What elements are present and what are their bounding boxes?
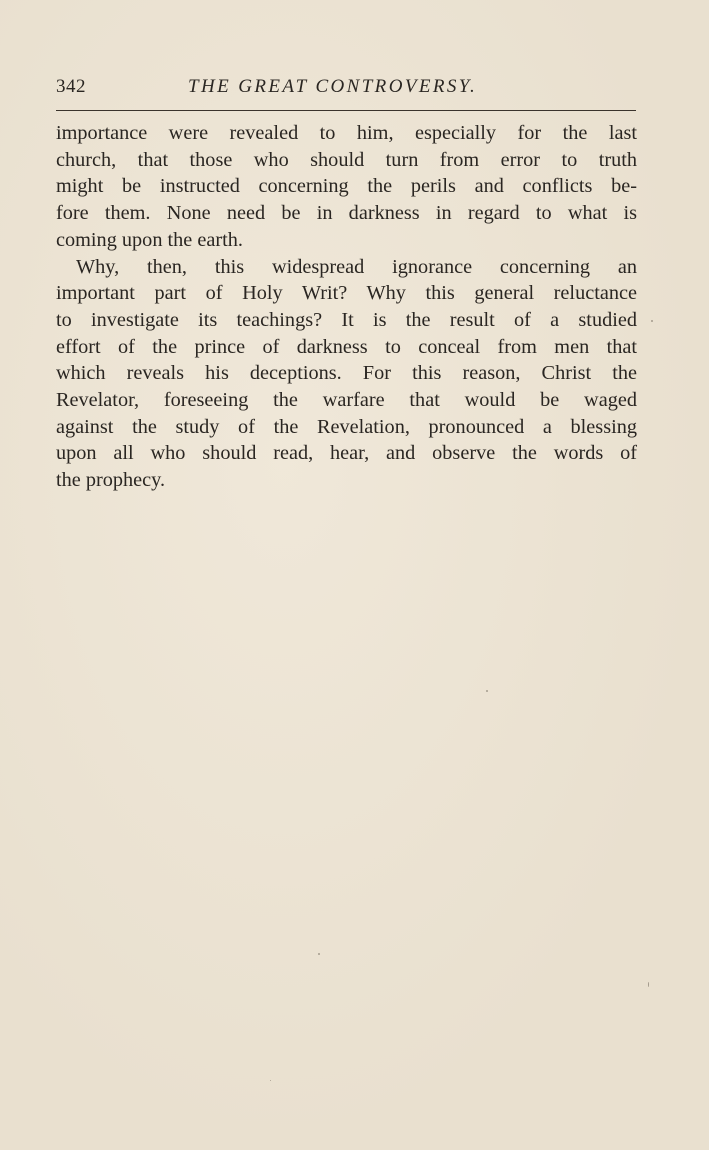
text-line: to investigate its teachings? It is the result of a studied — [56, 308, 637, 331]
text-line: importance were revealed to him, especially for the last — [56, 122, 637, 144]
text-line: effort of the prince of darkness to conceal from men that — [56, 335, 637, 358]
header-rule — [56, 110, 636, 111]
running-title: THE GREAT CONTROVERSY. — [188, 76, 478, 97]
paper-speck — [318, 953, 320, 955]
paper-speck — [648, 982, 649, 987]
text-line: upon all who should read, hear, and observe the words of — [56, 442, 637, 465]
page-header — [56, 76, 636, 104]
body-text — [56, 120, 637, 494]
paper-speck — [486, 690, 488, 692]
page-number: 342 — [56, 76, 86, 97]
paragraph-2 — [56, 254, 637, 494]
text-line: which reveals his deceptions. For this reason, Christ the — [56, 362, 637, 385]
text-line: church, that those who should turn from error to truth — [56, 148, 637, 171]
text-line: coming upon the earth. — [56, 228, 243, 251]
text-line: the prophecy. — [56, 469, 166, 492]
paper-speck — [270, 1080, 271, 1081]
text-line: against the study of the Revelation, pronounced a blessing — [56, 415, 637, 438]
paper-speck — [651, 320, 653, 322]
text-line: important part of Holy Writ? Why this general reluctance — [56, 282, 637, 305]
text-line: Revelator, foreseeing the warfare that would be waged — [56, 389, 637, 412]
text-line: Why, then, this widespread ignorance concerning an — [76, 255, 637, 278]
text-line: fore them. None need be in darkness in regard to what is — [56, 202, 637, 225]
paragraph-1 — [56, 120, 637, 254]
text-line: might be instructed concerning the perils and conflicts be- — [56, 175, 637, 198]
